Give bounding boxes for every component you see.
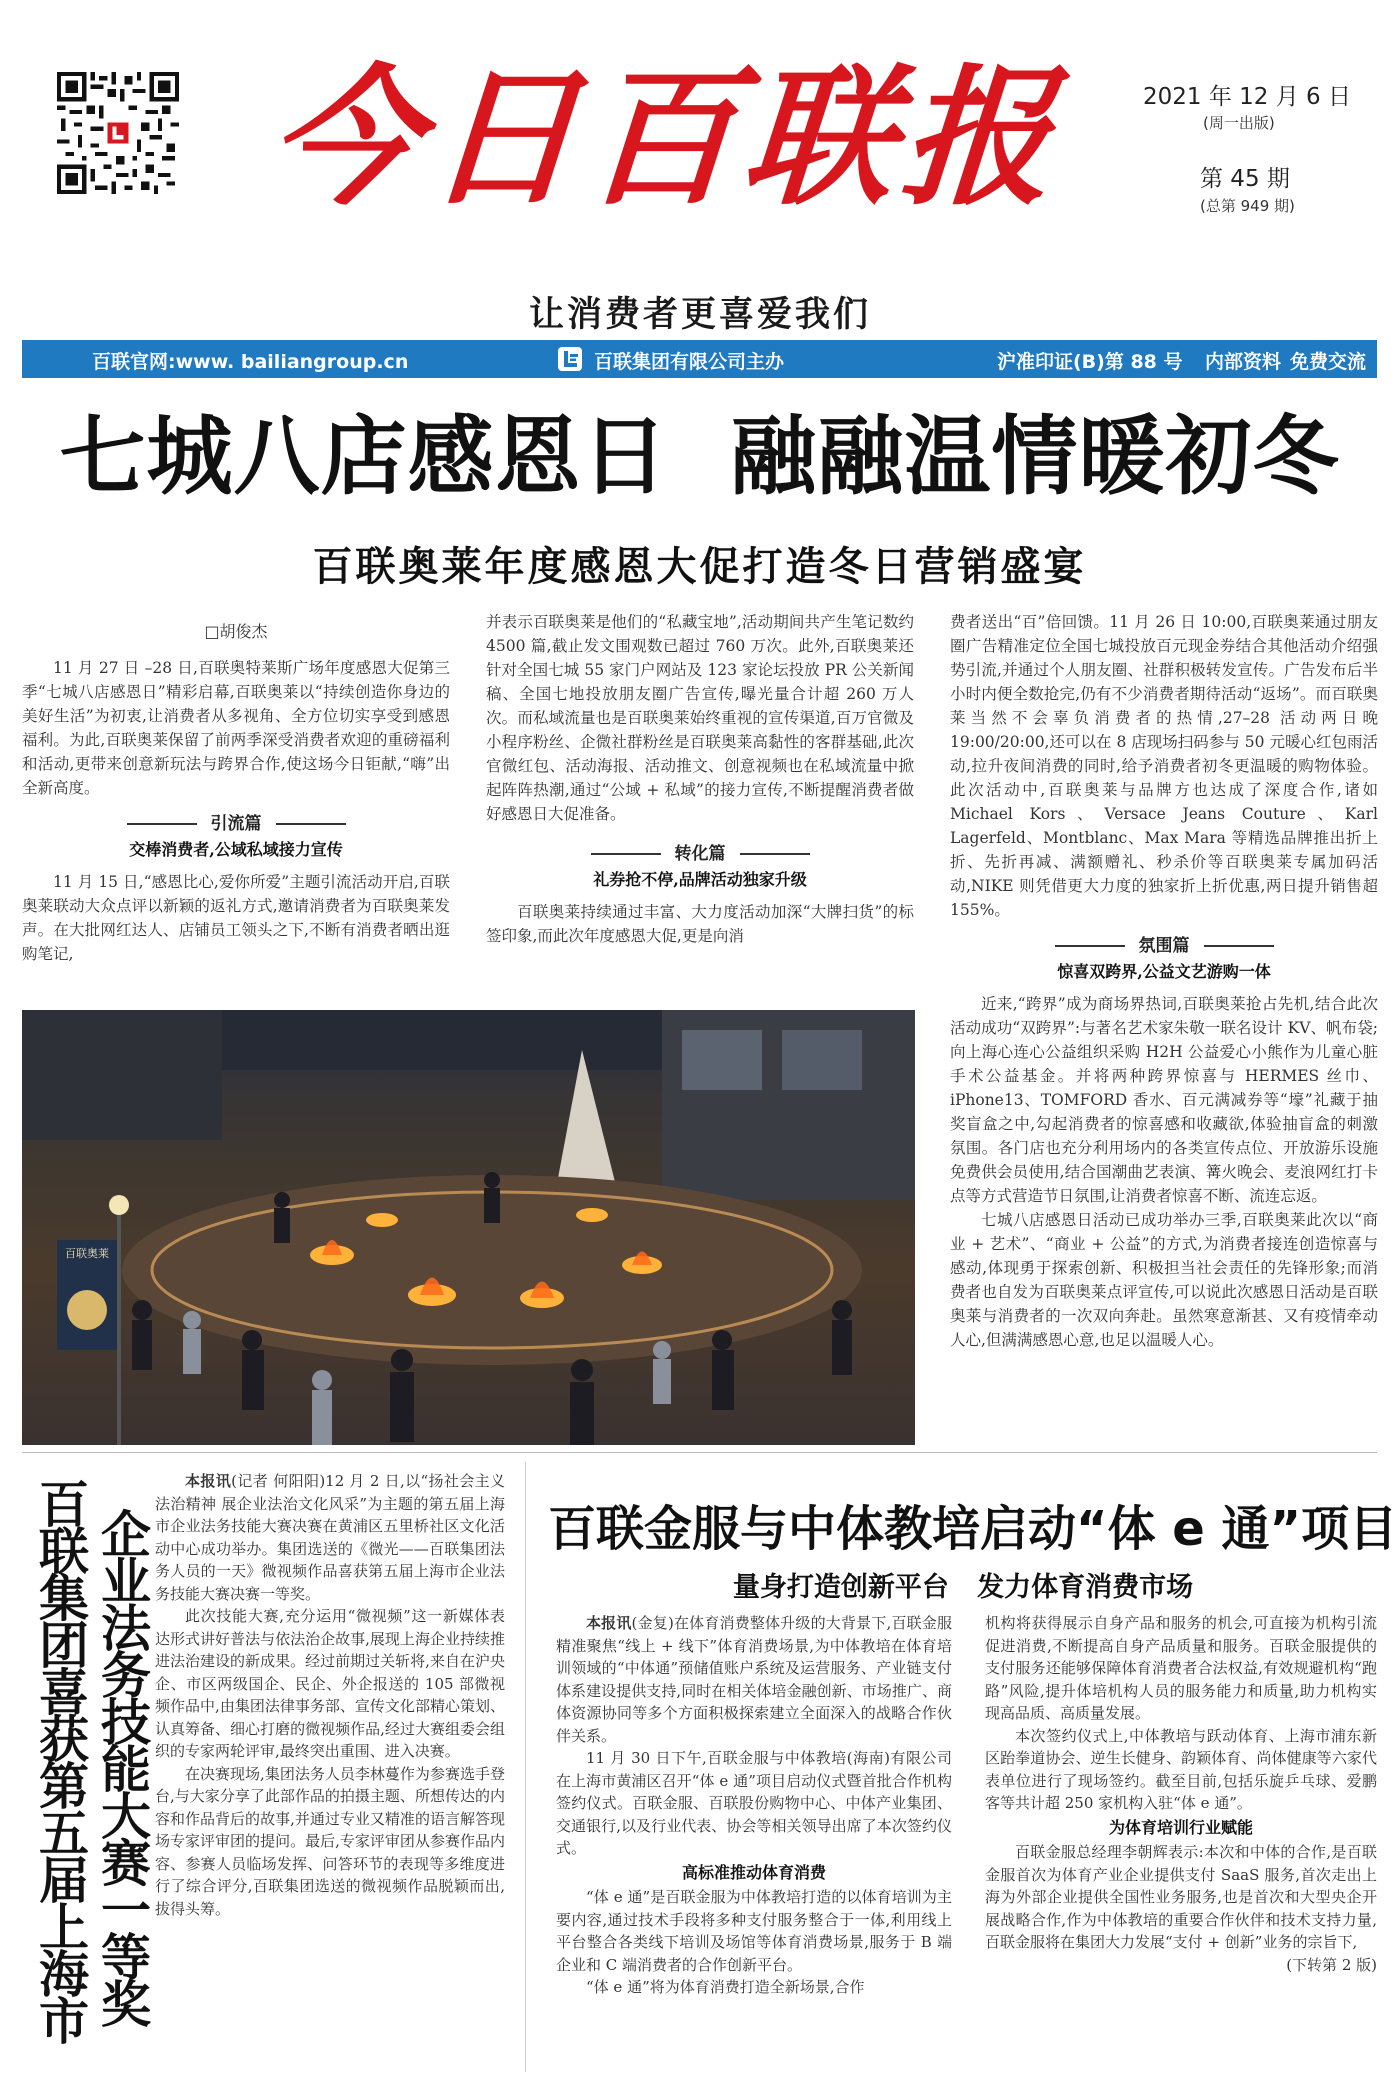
section-subtitle: 礼券抢不停,品牌活动独家升级 bbox=[593, 870, 807, 889]
issue-number: 第 45 期 bbox=[1200, 166, 1290, 192]
section-label: 转化篇 bbox=[486, 842, 914, 866]
continued-note: (下转第 2 版) bbox=[1286, 1955, 1377, 1974]
right-story-subhead: 量身打造创新平台 发力体育消费市场 bbox=[732, 1572, 1194, 1603]
masthead-title: 今日百联报 bbox=[263, 50, 1067, 226]
lead-headline: 七城八店感恩日 融融温情暖初冬 bbox=[59, 407, 1340, 507]
dateline: 本报讯 bbox=[185, 1472, 232, 1490]
right-story-column-2 bbox=[985, 1612, 1377, 1976]
section-divider bbox=[22, 1452, 1377, 1453]
byline: □胡俊杰 bbox=[204, 622, 268, 641]
left-story-headline-a: 百联集团喜获第五届上海市 bbox=[31, 1478, 89, 2042]
paragraph: 百联金服总经理李朝辉表示:本次和中体的合作,是百联金服首次为体育产业企业提供支付 SaaS 服务,首次走出上海为外部企业提供全国性业务服务,也是首次和大型央企开展战略合作,作为中体教培的重要合作伙伴和技术支持力量,百联金服将在集团大力发展“支付 + 创新”业务的宗旨下, bbox=[985, 1843, 1377, 1951]
issue-date: 2021 年 12 月 6 日 bbox=[1143, 84, 1351, 110]
slogan: 让消费者更喜爱我们 bbox=[528, 295, 871, 335]
subsection-title: 高标准推动体育消费 bbox=[681, 1862, 826, 1882]
sponsor-text: 百联集团有限公司主办 bbox=[594, 351, 785, 373]
right-story-headline: 百联金服与中体教培启动“体 e 通”项目 bbox=[548, 1501, 1397, 1557]
dateline: 本报讯 bbox=[586, 1614, 632, 1632]
booth-sign: 百联奥莱 bbox=[65, 1247, 109, 1260]
issue-total: (总第 949 期) bbox=[1200, 197, 1295, 215]
right-story-column-1 bbox=[556, 1612, 952, 1999]
left-story-body bbox=[155, 1470, 505, 1920]
paragraph: “体 e 通”是百联金服为中体教培打造的以体育培训为主要内容,通过技术手段将多种支付服务整合于一体,利用线上平台整合各类线下培训及场馆等体育消费场景,服务于 B 端企业和 C 端消费者的合作创新平台。 bbox=[556, 1888, 952, 1974]
section-label: 氛围篇 bbox=[950, 934, 1378, 958]
lead-column-1 bbox=[22, 620, 450, 966]
paragraph: 11 月 15 日,“感恩比心,爱你所爱”主题引流活动开启,百联奥莱联动大众点评以新颖的返礼方式,邀请消费者为百联奥莱发声。在大批网红达人、店铺员工领头之下,不断有消费者晒出逛购笔记, bbox=[22, 873, 450, 963]
bailian-logo-icon bbox=[556, 345, 584, 373]
section-subtitle: 交棒消费者,公域私域接力宣传 bbox=[129, 840, 343, 859]
subsection-title: 为体育培训行业赋能 bbox=[1108, 1817, 1253, 1837]
info-banner bbox=[22, 340, 1377, 378]
lead-column-2 bbox=[486, 610, 914, 948]
paragraph: 机构将获得展示自身产品和服务的机会,可直接为机构引流促进消费,不断提高自身产品质量和服务。百联金服提供的支付服务还能够保障体育消费者合法权益,有效规避机构“跑路”风险,提升体培机构人员的服务能力和质量,助力机构实现高品质、高质量发展。 bbox=[985, 1614, 1377, 1722]
paragraph: 本报讯(记者 何阳阳)12 月 2 日,以“扬社会主义法治精神 展企业法治文化风采”为主题的第五届上海市企业法务技能大赛决赛在黄浦区五里桥社区文化活动中心成功举办。集团选送的《微光——百联集团法务人员的一天》微视频作品喜获第五届上海市企业法务技能大赛决赛一等奖。 bbox=[155, 1472, 505, 1603]
paragraph: 在决赛现场,集团法务人员李林蔓作为参赛选手登台,与大家分享了此部作品的拍摄主题、所想传达的内容和作品背后的故事,并通过专业又精准的语言解答现场专家评审团的提问。最后,专家评审团从参赛作品内容、参赛人员临场发挥、问答环节的表现等多维度进行了综合评分,百联集团选送的微视频作品脱颖而出,拔得头筹。 bbox=[155, 1764, 505, 1918]
paragraph: 并表示百联奥莱是他们的“私藏宝地”,活动期间共产生笔记数约 4500 篇,截止发文围观数已超过 760 万次。此外,百联奥莱还针对全国七城 55 家门户网站及 123 家论坛投放 PR 公关新闻稿、全国七地投放朋友圈广告宣传,曝光量合计超 260 万人次。而私域流量也是百联奥莱始终重视的宣传渠道,百万官微及小程序粉丝、企微社群粉丝是百联奥莱高黏性的客群基础,此次官微红包、活动海报、活动推文、创意视频也在私域流量中掀起阵阵热潮,通过“公域 + 私域”的接力宣传,不断提醒消费者做好感恩日大促准备。 bbox=[486, 613, 914, 823]
paragraph: 11 月 30 日下午,百联金服与中体教培(海南)有限公司在上海市黄浦区召开“体 e 通”项目启动仪式暨首批合作机构签约仪式。百联金服、百联股份购物中心、中体产业集团、交通银行,以及行业代表、协会等相关领导出席了本次签约仪式。 bbox=[556, 1749, 952, 1857]
paragraph: 本报讯(金复)在体育消费整体升级的大背景下,百联金服精准聚焦“线上 + 线下”体育消费场景,为中体教培在体育培训领域的“中体通”预储值账户系统及运营服务、产业链支付体系建设提供支持,同时在相关体培金融创新、市场推广、商体资源协同等多个方面积极探索建立全面深入的战略合作伙伴关系。 bbox=[556, 1614, 952, 1745]
internal-text: 内部资料 bbox=[1205, 351, 1282, 373]
paragraph: 费者送出“百”倍回馈。11 月 26 日 10:00,百联奥莱通过朋友圈广告精准定位全国七城投放百元现金券结合其他活动介绍强势引流,并通过个人朋友圈、社群积极转发宣传。广告发布后半小时内便全数抢完,仍有不少消费者期待活动“返场”。而百联奥莱当然不会辜负消费者的热情,27–28 活动两日晚 19:00/20:00,还可以在 8 店现场扫码参与 50 元暖心红包雨活动,拉升夜间消费的同时,给予消费者初冬更温暖的购物体验。此次活动中,百联奥莱与品牌方也达成了深度合作,诸如 Michael Kors、Versace Jeans Couture、Karl Lagerfeld、Montblanc、Max Mara 等精选品牌推出折上折、先折再减、满额赠礼、秒杀价等百联奥莱专属加码活动,NIKE 则凭借更大力度的独家折上折优惠,两日提升销售超 155%。 bbox=[950, 613, 1378, 919]
lead-column-3 bbox=[950, 610, 1378, 1352]
paragraph: 此次技能大赛,充分运用“微视频”这一新媒体表达形式讲好普法与依法治企故事,展现上海企业持续推进法治建设的新成果。经过前期过关斩将,来自在沪央企、市区两级国企、民企、外企报送的 105 部微视频作品中,由集团法律事务部、宣传文化部精心策划、认真筹备、细心打磨的微视频作品,经过大赛组委会组织的专家两轮评审,最终突出重围、进入决赛。 bbox=[155, 1607, 505, 1760]
vertical-divider bbox=[525, 1462, 526, 2072]
paragraph: 近来,“跨界”成为商场界热词,百联奥莱抢占先机,结合此次活动成功“双跨界”:与著名艺术家朱敬一联名设计 KV、帆布袋;向上海心连心公益组织采购 H2H 公益爱心小熊作为儿童心脏手术公益基金。并将两种跨界惊喜与 HERMES 丝巾、iPhone13、TOMFORD 香水、百元满减券等“壕”礼藏于抽奖盲盒之中,勾起消费者的惊喜感和收藏欲,体验抽盲盒的刺激氛围。各门店也充分利用场内的各类宣传点位、开放游乐设施免费供会员使用,结合国潮曲艺表演、篝火晚会、麦浪网红打卡点等方式营造节日氛围,让消费者惊喜不断、流连忘返。 bbox=[950, 995, 1378, 1205]
issue-frequency: (周一出版) bbox=[1203, 114, 1275, 132]
paragraph: 百联奥莱持续通过丰富、大力度活动加深“大牌扫货”的标签印象,而此次年度感恩大促,更是向消 bbox=[486, 903, 914, 945]
qr-code bbox=[57, 72, 179, 194]
license-text: 沪准印证(B)第 88 号 bbox=[997, 351, 1183, 373]
paragraph: 本次签约仪式上,中体教培与跃动体育、上海市浦东新区跆拳道协会、逆生长健身、韵颖体育、尚体健康等六家代表单位进行了现场签约。截至目前,包括乐旋乒乓球、爱鹏客等共计超 250 家机构入驻“体 e 通”。 bbox=[985, 1726, 1377, 1812]
lead-subhead: 百联奥莱年度感恩大促打造冬日营销盛宴 bbox=[312, 543, 1087, 590]
left-story-headline-b: 企业法务技能大赛一等奖 bbox=[93, 1508, 151, 2025]
paragraph: 11 月 27 日 –28 日,百联奥特莱斯广场年度感恩大促第三季“七城八店感恩日”精彩启幕,百联奥莱以“持续创造你身边的美好生活”为初衷,让消费者从多视角、全方位切实享受到感恩福利。为此,百联奥莱保留了前两季深受消费者欢迎的重磅福利和活动,更带来创意新玩法与跨界合作,使这场今日钜献,“嗨”出全新高度。 bbox=[22, 659, 450, 797]
paragraph: “体 e 通”将为体育消费打造全新场景,合作 bbox=[586, 1978, 865, 1996]
paragraph: 七城八店感恩日活动已成功举办三季,百联奥莱此次以“商业 + 艺术”、“商业 + 公益”的方式,为消费者接连创造惊喜与感动,体现勇于探索创新、积极担当社会责任的先锋形象;而消费者也自发为百联奥莱点评宣传,可以说此次感恩日活动是百联奥莱与消费者的一次双向奔赴。虽然寒意渐甚、又有疫情牵动人心,但满满感恩心意,也足以温暖人心。 bbox=[950, 1211, 1378, 1349]
section-label: 引流篇 bbox=[22, 812, 450, 836]
event-photo bbox=[22, 1010, 915, 1445]
website-link[interactable]: 百联官网:www. bailiangroup.cn bbox=[92, 351, 409, 373]
section-subtitle: 惊喜双跨界,公益文艺游购一体 bbox=[1057, 962, 1271, 981]
free-text: 免费交流 bbox=[1290, 351, 1367, 373]
